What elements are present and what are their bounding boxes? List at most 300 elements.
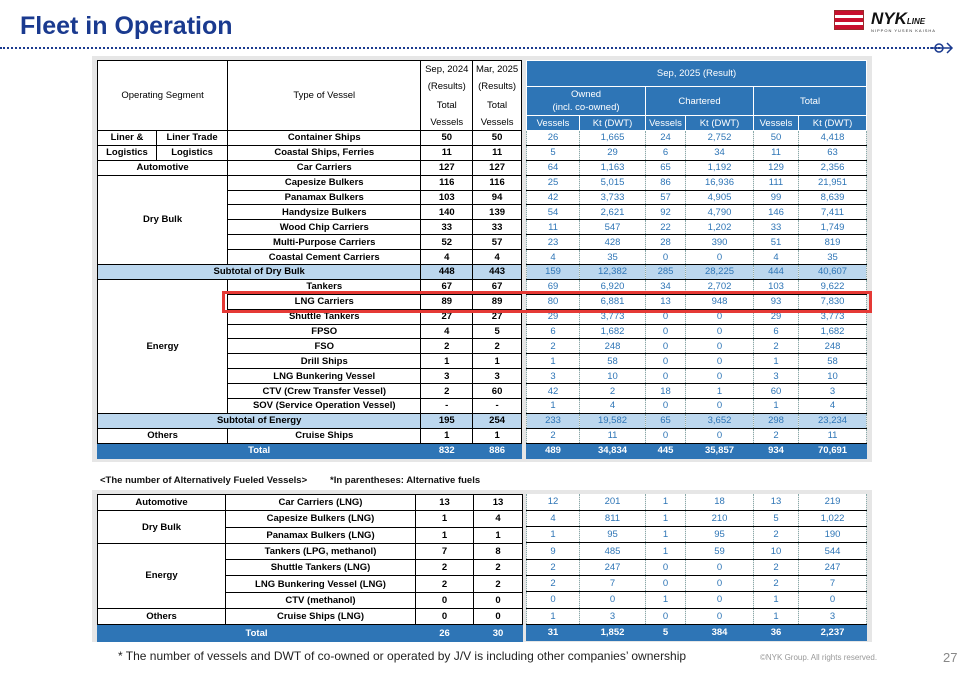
sep2024-value: 27: [421, 309, 473, 324]
table-row: [527, 575, 867, 591]
result-value: 0: [646, 309, 686, 324]
vessel-type: Tankers: [228, 279, 421, 294]
result-value: 428: [580, 235, 646, 250]
main-right-table: [526, 60, 867, 459]
result-value: 4: [754, 250, 799, 265]
mar2025-value: 4: [474, 511, 523, 527]
segment-cell: Others: [98, 428, 228, 443]
result-value: 0: [646, 324, 686, 339]
result-value: 1: [527, 527, 580, 543]
result-value: 4,418: [799, 131, 867, 146]
table-row: [98, 175, 522, 190]
table-row: [527, 160, 867, 175]
mar2025-value: -: [473, 399, 522, 414]
alt-left-table: [97, 494, 523, 642]
result-value: 13: [646, 294, 686, 309]
result-value: 13: [754, 494, 799, 510]
owned-vessels-header: Vessels: [527, 116, 580, 131]
result-value: 93: [754, 294, 799, 309]
mar2025-value: 2: [473, 339, 522, 354]
vessel-type: Coastal Ships, Ferries: [228, 145, 421, 160]
result-value: 18: [646, 384, 686, 399]
result-value: 2: [754, 339, 799, 354]
sep2024-value: 2: [421, 339, 473, 354]
result-value: 4: [527, 250, 580, 265]
sep2024-value: 26: [416, 625, 474, 641]
sep2024-value: 103: [421, 190, 473, 205]
vessel-type: CTV (methanol): [226, 592, 416, 608]
result-value: 3: [754, 369, 799, 384]
result-value: 64: [527, 160, 580, 175]
result-value: 1,202: [686, 220, 754, 235]
result-value: 10: [799, 369, 867, 384]
result-value: 29: [754, 309, 799, 324]
col2-sub: (Results): [473, 78, 522, 95]
mar2025-value: 127: [473, 160, 522, 175]
vessel-type: Car Carriers (LNG): [226, 495, 416, 511]
result-value: 3: [799, 384, 867, 399]
result-value: 16,936: [686, 175, 754, 190]
result-value: 59: [686, 543, 754, 559]
divider: [0, 47, 940, 49]
total-header: Total: [754, 87, 867, 116]
vessel-type: Panamax Bulkers: [228, 190, 421, 205]
result-value: 8,639: [799, 190, 867, 205]
result-value: 58: [799, 354, 867, 369]
logo-text: NYK: [871, 9, 907, 28]
table-row: [527, 354, 867, 369]
result-value: 201: [580, 494, 646, 510]
result-value: 489: [527, 443, 580, 458]
mar2025-value: 886: [473, 443, 522, 458]
arrow-icon: [930, 39, 954, 57]
result-value: 445: [646, 443, 686, 458]
table-row: [98, 428, 522, 443]
result-value: 36: [754, 624, 799, 640]
sep2024-value: 50: [421, 131, 473, 146]
result-value: 0: [686, 608, 754, 624]
result-value: 233: [527, 413, 580, 428]
vessel-type: Cruise Ships: [228, 428, 421, 443]
result-value: 285: [646, 265, 686, 280]
col1-total: Total: [421, 95, 473, 116]
result-value: 34: [686, 145, 754, 160]
table-row: [527, 369, 867, 384]
table-row: [98, 625, 523, 641]
result-value: 0: [686, 369, 754, 384]
table-row: [527, 608, 867, 624]
result-value: 23,234: [799, 413, 867, 428]
result-value: 0: [686, 354, 754, 369]
sep2024-value: 448: [421, 265, 473, 280]
total-label: Total: [98, 443, 421, 458]
result-value: 0: [686, 399, 754, 414]
result-value: 1: [646, 543, 686, 559]
result-value: 34,834: [580, 443, 646, 458]
segment-cell: Logistics: [98, 145, 157, 160]
result-value: 811: [580, 510, 646, 526]
result-value: 35: [799, 250, 867, 265]
total-label: Total: [98, 625, 416, 641]
mar2025-value: 27: [473, 309, 522, 324]
result-value: 3: [799, 608, 867, 624]
table-row: [98, 511, 523, 527]
result-value: 0: [686, 250, 754, 265]
col2-total: Total: [473, 95, 522, 116]
result-value: 190: [799, 527, 867, 543]
result-value: 1: [754, 399, 799, 414]
col1-header: Sep, 2024: [421, 61, 473, 78]
result-value: 3,773: [580, 309, 646, 324]
result-value: 0: [686, 428, 754, 443]
result-value: 54: [527, 205, 580, 220]
mar2025-value: 57: [473, 235, 522, 250]
result-value: 6: [527, 324, 580, 339]
vessel-type: Shuttle Tankers (LNG): [226, 560, 416, 576]
vessel-type: Container Ships: [228, 131, 421, 146]
sep2024-value: 140: [421, 205, 473, 220]
result-value: 10: [580, 369, 646, 384]
result-value: 95: [686, 527, 754, 543]
result-value: 7: [799, 575, 867, 591]
result-value: 12: [527, 494, 580, 510]
table-row: [98, 443, 522, 458]
result-value: 5: [754, 510, 799, 526]
result-value: 485: [580, 543, 646, 559]
result-value: 819: [799, 235, 867, 250]
col1-sub: (Results): [421, 78, 473, 95]
sep2024-value: 195: [421, 413, 473, 428]
sep2024-value: 832: [421, 443, 473, 458]
table-row: [527, 428, 867, 443]
sep2024-value: 33: [421, 220, 473, 235]
result-value: 1,682: [580, 324, 646, 339]
table-row: [527, 265, 867, 280]
result-value: 0: [646, 399, 686, 414]
result-value: 1: [646, 592, 686, 608]
vessel-type: Wood Chip Carriers: [228, 220, 421, 235]
chartered-kt-header: Kt (DWT): [686, 116, 754, 131]
result-value: 29: [580, 145, 646, 160]
result-value: 0: [686, 592, 754, 608]
sep2024-value: 2: [421, 384, 473, 399]
table-row: [527, 145, 867, 160]
segment-cell: Dry Bulk: [98, 511, 226, 544]
result-value: 0: [646, 369, 686, 384]
result-value: 111: [754, 175, 799, 190]
sep2024-value: 11: [421, 145, 473, 160]
table-row: [98, 543, 523, 559]
page-title: Fleet in Operation: [20, 12, 233, 40]
result-value: 544: [799, 543, 867, 559]
result-value: 0: [799, 592, 867, 608]
vessel-type: LNG Bunkering Vessel (LNG): [226, 576, 416, 592]
result-value: 6: [754, 324, 799, 339]
mar2025-value: 94: [473, 190, 522, 205]
logo-suffix: LINE: [906, 17, 926, 26]
mar2025-value: 89: [473, 294, 522, 309]
result-value: 4,790: [686, 205, 754, 220]
result-value: 58: [580, 354, 646, 369]
sep2024-value: 4: [421, 250, 473, 265]
result-value: 29: [527, 309, 580, 324]
result-value: 60: [754, 384, 799, 399]
table-row: [527, 175, 867, 190]
table-row: [527, 190, 867, 205]
result-value: 2: [527, 339, 580, 354]
sep2024-value: 1: [421, 354, 473, 369]
result-value: 34: [646, 279, 686, 294]
sep2024-value: -: [421, 399, 473, 414]
sep2024-value: 127: [421, 160, 473, 175]
mar2025-value: 139: [473, 205, 522, 220]
segment-header: Operating Segment: [121, 90, 204, 101]
main-left-table: [97, 60, 522, 459]
result-value: 57: [646, 190, 686, 205]
table-row: [98, 145, 522, 160]
result-value: 1,665: [580, 131, 646, 146]
mar2025-value: 116: [473, 175, 522, 190]
result-value: 80: [527, 294, 580, 309]
result-value: 948: [686, 294, 754, 309]
vessel-type: SOV (Service Operation Vessel): [228, 399, 421, 414]
alt-right-table: [526, 494, 867, 641]
table-row: [527, 220, 867, 235]
segment-cell: Energy: [98, 543, 226, 608]
sep2024-value: 4: [421, 324, 473, 339]
mar2025-value: 4: [473, 250, 522, 265]
result-value: 248: [580, 339, 646, 354]
sep2024-value: 89: [421, 294, 473, 309]
vessel-type: Coastal Cement Carriers: [228, 250, 421, 265]
result-value: 129: [754, 160, 799, 175]
chartered-vessels-header: Vessels: [646, 116, 686, 131]
nyk-logo: [831, 8, 953, 34]
result-value: 5: [646, 624, 686, 640]
result-value: 5: [527, 145, 580, 160]
result-value: 2: [754, 559, 799, 575]
result-value: 1: [646, 510, 686, 526]
sep2024-value: 1: [416, 511, 474, 527]
vessel-type: LNG Bunkering Vessel: [228, 369, 421, 384]
result-value: 0: [646, 428, 686, 443]
result-value: 146: [754, 205, 799, 220]
result-value: 5,015: [580, 175, 646, 190]
result-value: 50: [754, 131, 799, 146]
result-value: 2: [527, 428, 580, 443]
result-value: 0: [580, 592, 646, 608]
result-value: 1,749: [799, 220, 867, 235]
result-value: 0: [646, 559, 686, 575]
subtotal-label: Subtotal of Energy: [98, 413, 421, 428]
result-value: 10: [754, 543, 799, 559]
result-value: 2,621: [580, 205, 646, 220]
result-value: 6: [646, 145, 686, 160]
segment-cell: Dry Bulk: [98, 175, 228, 264]
total-kt-header: Kt (DWT): [799, 116, 867, 131]
vessel-type: CTV (Crew Transfer Vessel): [228, 384, 421, 399]
vessel-type: Capesize Bulkers (LNG): [226, 511, 416, 527]
result-value: 18: [686, 494, 754, 510]
sep2025-header: Sep, 2025 (Result): [527, 61, 867, 87]
result-value: 65: [646, 160, 686, 175]
mar2025-value: 67: [473, 279, 522, 294]
result-value: 6,920: [580, 279, 646, 294]
sep2024-value: 67: [421, 279, 473, 294]
result-value: 384: [686, 624, 754, 640]
table-row: [98, 609, 523, 625]
mar2025-value: 30: [474, 625, 523, 641]
result-value: 1: [527, 354, 580, 369]
vessel-type: Car Carriers: [228, 160, 421, 175]
table-row: [527, 527, 867, 543]
copyright: ©NYK Group. All rights reserved.: [760, 653, 878, 662]
sep2024-value: 2: [416, 560, 474, 576]
result-value: 1: [527, 608, 580, 624]
mar2025-value: 1: [474, 527, 523, 543]
result-value: 4: [527, 510, 580, 526]
vessel-type: FSO: [228, 339, 421, 354]
result-value: 42: [527, 190, 580, 205]
result-value: 0: [686, 309, 754, 324]
sep2024-value: 0: [416, 592, 474, 608]
table-row: [98, 265, 522, 280]
table-row: [527, 443, 867, 458]
result-value: 7,830: [799, 294, 867, 309]
mar2025-value: 1: [473, 354, 522, 369]
result-value: 92: [646, 205, 686, 220]
result-value: 0: [646, 250, 686, 265]
result-value: 9: [527, 543, 580, 559]
result-value: 159: [527, 265, 580, 280]
result-value: 11: [527, 220, 580, 235]
result-value: 11: [799, 428, 867, 443]
result-value: 2: [580, 384, 646, 399]
sep2024-value: 1: [416, 527, 474, 543]
table-row: [98, 413, 522, 428]
result-value: 0: [646, 575, 686, 591]
result-value: 7: [580, 575, 646, 591]
table-row: [527, 543, 867, 559]
result-value: 2: [754, 428, 799, 443]
table-row: [527, 205, 867, 220]
mar2025-value: 13: [474, 495, 523, 511]
result-value: 0: [686, 575, 754, 591]
table-row: [527, 494, 867, 510]
result-value: 2,237: [799, 624, 867, 640]
result-value: 11: [754, 145, 799, 160]
result-value: 3,773: [799, 309, 867, 324]
table-row: [98, 131, 522, 146]
result-value: 63: [799, 145, 867, 160]
result-value: 21,951: [799, 175, 867, 190]
result-value: 65: [646, 413, 686, 428]
result-value: 25: [527, 175, 580, 190]
result-value: 1: [686, 384, 754, 399]
result-value: 4,905: [686, 190, 754, 205]
sub-segment-cell: Logistics: [156, 145, 227, 160]
mar2025-value: 1: [473, 428, 522, 443]
result-value: 0: [686, 324, 754, 339]
alt-fuel-title: <The number of Alternatively Fueled Vessels>: [100, 475, 308, 486]
vessel-type: FPSO: [228, 324, 421, 339]
result-value: 22: [646, 220, 686, 235]
table-row: [527, 592, 867, 608]
result-value: 1: [754, 608, 799, 624]
vessel-type: Panamax Bulkers (LNG): [226, 527, 416, 543]
vessel-type: Multi-Purpose Carriers: [228, 235, 421, 250]
result-value: 390: [686, 235, 754, 250]
result-value: 26: [527, 131, 580, 146]
logo-sub: NIPPON YUSEN KAISHA: [871, 28, 936, 33]
segment-cell: Automotive: [98, 495, 226, 511]
table-row: [527, 339, 867, 354]
sep2024-value: 2: [416, 576, 474, 592]
mar2025-value: 50: [473, 131, 522, 146]
mar2025-value: 60: [473, 384, 522, 399]
vessel-type: LNG Carriers: [228, 294, 421, 309]
mar2025-value: 11: [473, 145, 522, 160]
sep2024-value: 13: [416, 495, 474, 511]
sep2024-value: 0: [416, 609, 474, 625]
result-value: 31: [527, 624, 580, 640]
col2-vessels: Vessels: [473, 116, 522, 131]
result-value: 23: [527, 235, 580, 250]
mar2025-value: 8: [474, 543, 523, 559]
result-value: 35,857: [686, 443, 754, 458]
mar2025-value: 33: [473, 220, 522, 235]
mar2025-value: 254: [473, 413, 522, 428]
result-value: 42: [527, 384, 580, 399]
sep2024-value: 116: [421, 175, 473, 190]
result-value: 1: [527, 399, 580, 414]
segment-cell: Others: [98, 609, 226, 625]
sep2024-value: 3: [421, 369, 473, 384]
result-value: 219: [799, 494, 867, 510]
result-value: 444: [754, 265, 799, 280]
result-value: 2,752: [686, 131, 754, 146]
result-value: 1,163: [580, 160, 646, 175]
result-value: 70,691: [799, 443, 867, 458]
owned-kt-header: Kt (DWT): [580, 116, 646, 131]
result-value: 4: [580, 399, 646, 414]
result-value: 28,225: [686, 265, 754, 280]
result-value: 248: [799, 339, 867, 354]
mar2025-value: 2: [474, 560, 523, 576]
alt-fuel-note: *In parentheses: Alternative fuels: [330, 475, 481, 486]
result-value: 0: [646, 354, 686, 369]
table-row: [527, 399, 867, 414]
result-value: 3: [527, 369, 580, 384]
vessel-type: Capesize Bulkers: [228, 175, 421, 190]
result-value: 1,022: [799, 510, 867, 526]
result-value: 1: [754, 354, 799, 369]
result-value: 2: [754, 527, 799, 543]
vessel-type: Handysize Bulkers: [228, 205, 421, 220]
result-value: 7,411: [799, 205, 867, 220]
mar2025-value: 443: [473, 265, 522, 280]
result-value: 2,702: [686, 279, 754, 294]
result-value: 33: [754, 220, 799, 235]
sep2024-value: 7: [416, 543, 474, 559]
col1-vessels: Vessels: [421, 116, 473, 131]
result-value: 3,733: [580, 190, 646, 205]
result-value: 69: [527, 279, 580, 294]
result-value: 1: [646, 527, 686, 543]
result-value: 103: [754, 279, 799, 294]
result-value: 547: [580, 220, 646, 235]
subtotal-label: Subtotal of Dry Bulk: [98, 265, 421, 280]
